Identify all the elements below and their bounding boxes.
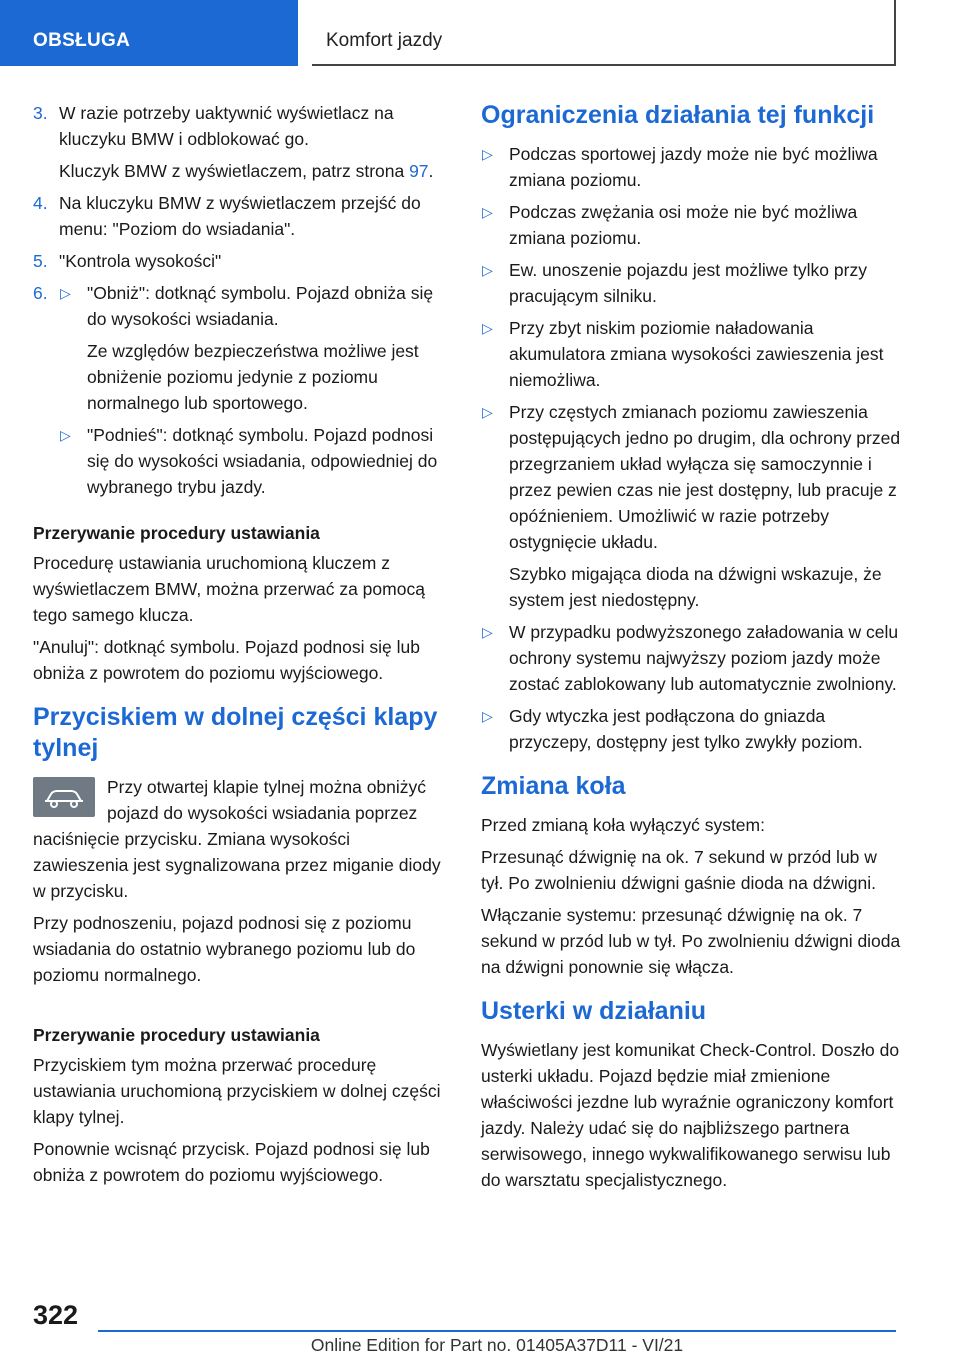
paragraph: Przed zmianą koła wyłączyć system: <box>481 815 765 835</box>
chapter-title: Komfort jazdy <box>326 30 443 51</box>
section-heading: Zmiana koła <box>481 772 626 800</box>
list-item-text: ▷ W przypadku podwyższonego załadowania w celu ochrony systemu najwyższy poziom jazdy może zostać zablokowany lub automatycznie zwolniony. <box>509 622 899 694</box>
left-column <box>33 100 448 1194</box>
step-number: 5. <box>33 251 48 271</box>
page-header <box>0 0 960 66</box>
step-5 <box>33 248 448 274</box>
step-reference: Kluczyk BMW z wyświetlaczem, patrz strona 97. <box>59 161 434 181</box>
list-item <box>59 422 448 500</box>
list-item-text: ▷ Podczas sportowej jazdy może nie być możliwa zmiana poziomu. <box>509 144 878 190</box>
paragraph: "Anuluj": dotknąć symbolu. Pojazd podnosi się lub obniża z powrotem do poziomu wyjściowego. <box>33 637 420 683</box>
step-text: Na kluczyku BMW z wyświetlaczem przejść do menu: "Poziom do wsiadania". <box>59 193 421 239</box>
list-item <box>481 399 901 613</box>
list-item-text: ▷ Ew. unoszenie pojazdu jest możliwe tylko przy pracującym silniku. <box>509 260 867 306</box>
paragraph: Procedurę ustawiania uruchomioną kluczem z wyświetlaczem BMW, można przerwać za pomocą tego samego klucza. <box>33 553 425 625</box>
list-item-text: Szybko migająca dioda na dźwigni wskazuje, że system jest niedostępny. <box>509 564 882 610</box>
list-item <box>481 703 901 755</box>
list-item-text: ▷ Przy zbyt niskim poziomie naładowania akumulatora zmiana wysokości zawieszenia jest niemożliwa. <box>509 318 884 390</box>
step-3 <box>33 100 448 184</box>
section-heading: Przyciskiem w dolnej części klapy tylnej <box>33 703 438 762</box>
footer-divider <box>98 1330 896 1332</box>
step-4 <box>33 190 448 242</box>
section-heading: Ograniczenia działania tej funkcji <box>481 101 875 129</box>
step-text: "Kontrola wysokości" <box>59 251 222 271</box>
paragraph: Włączanie systemu: przesunąć dźwignię na ok. 7 sekund w przód lub w tył. Po zwolnieniu dźwigni dioda na dźwigni ponownie się włącza. <box>481 905 901 977</box>
list-item-text: ▷ Podczas zwężania osi może nie być możliwa zmiana poziomu. <box>509 202 858 248</box>
paragraph: Przesunąć dźwignię na ok. 7 sekund w przód lub w tył. Po zwolnieniu dźwigni gaśnie dioda na dźwigni. <box>481 847 877 893</box>
step-number: 6. <box>33 283 48 303</box>
step-number: 4. <box>33 193 48 213</box>
list-item-text: ▷ Gdy wtyczka jest podłączona do gniazda przyczepy, dostępny jest tylko zwykły poziom. <box>509 706 863 752</box>
section-title: OBSŁUGA <box>33 30 131 51</box>
list-item-text: ▷ "Obniż": dotknąć symbolu. Pojazd obniża się do wysokości wsiadania. <box>87 283 434 329</box>
list-item-text: ▷ Przy częstych zmianach poziomu zawieszenia postępujących jedno po drugim, dla ochrony przed przegrzaniem układ wyłącza się samoczynnie i przez pewien czas nie jest dostępny, lub pracuje z opóźnieniem. Umożliwić w razie potrzeby ostygnięcie układu. <box>509 402 901 552</box>
paragraph: Przy otwartej klapie tylnej można obniżyć pojazd do wysokości wsiadania poprzez naciśnięcie przycisku. Zmiana wysokości zawieszenia jest sygnalizowana przez miganie diody w przycisku. <box>33 777 441 901</box>
footer-edition: Online Edition for Part no. 01405A37D11 - VI/21 <box>310 1335 684 1355</box>
list-item <box>481 257 901 309</box>
list-item <box>481 619 901 697</box>
section-tab <box>0 0 298 66</box>
car-lowering-icon <box>33 777 95 817</box>
step-6 <box>33 280 448 500</box>
list-item <box>59 280 448 416</box>
paragraph: Przy podnoszeniu, pojazd podnosi się z poziomu wsiadania do ostatnio wybranego poziomu lub do poziomu normalnego. <box>33 913 416 985</box>
step-text: W razie potrzeby uaktywnić wyświetlacz na kluczyku BMW i odblokować go. <box>59 103 394 149</box>
subheading: Przerywanie procedury ustawiania <box>33 523 320 543</box>
section-heading: Usterki w działaniu <box>481 997 707 1025</box>
subheading: Przerywanie procedury ustawiania <box>33 1025 320 1045</box>
step-number: 3. <box>33 103 48 123</box>
list-item <box>481 199 901 251</box>
page-number: 322 <box>33 1300 79 1330</box>
list-item-text: Ze względów bezpieczeństwa możliwe jest obniżenie poziomu jedynie z poziomu normalnego lub sportowego. <box>87 341 419 413</box>
right-column <box>481 100 901 1199</box>
chapter-tab <box>312 0 896 66</box>
paragraph: Wyświetlany jest komunikat Check-Control. Doszło do usterki układu. Pojazd będzie miał zmienione właściwości jezdne lub wyraźnie ograniczony komfort jazdy. Należy udać się do najbliższego partnera serwisowego, innego wykwalifikowanego serwisu lub do warsztatu specjalistycznego. <box>481 1040 900 1190</box>
list-item-text: ▷ "Podnieś": dotknąć symbolu. Pojazd podnosi się do wysokości wsiadania, odpowiedniej do wybranego trybu jazdy. <box>87 425 438 497</box>
page-link-97[interactable]: 97 <box>409 161 429 181</box>
paragraph: Ponownie wcisnąć przycisk. Pojazd podnosi się lub obniża z powrotem do poziomu wyjściowego. <box>33 1139 430 1185</box>
list-item <box>481 315 901 393</box>
paragraph: Przyciskiem tym można przerwać procedurę ustawiania uruchomioną przyciskiem w dolnej części klapy tylnej. <box>33 1055 441 1127</box>
list-item <box>481 141 901 193</box>
